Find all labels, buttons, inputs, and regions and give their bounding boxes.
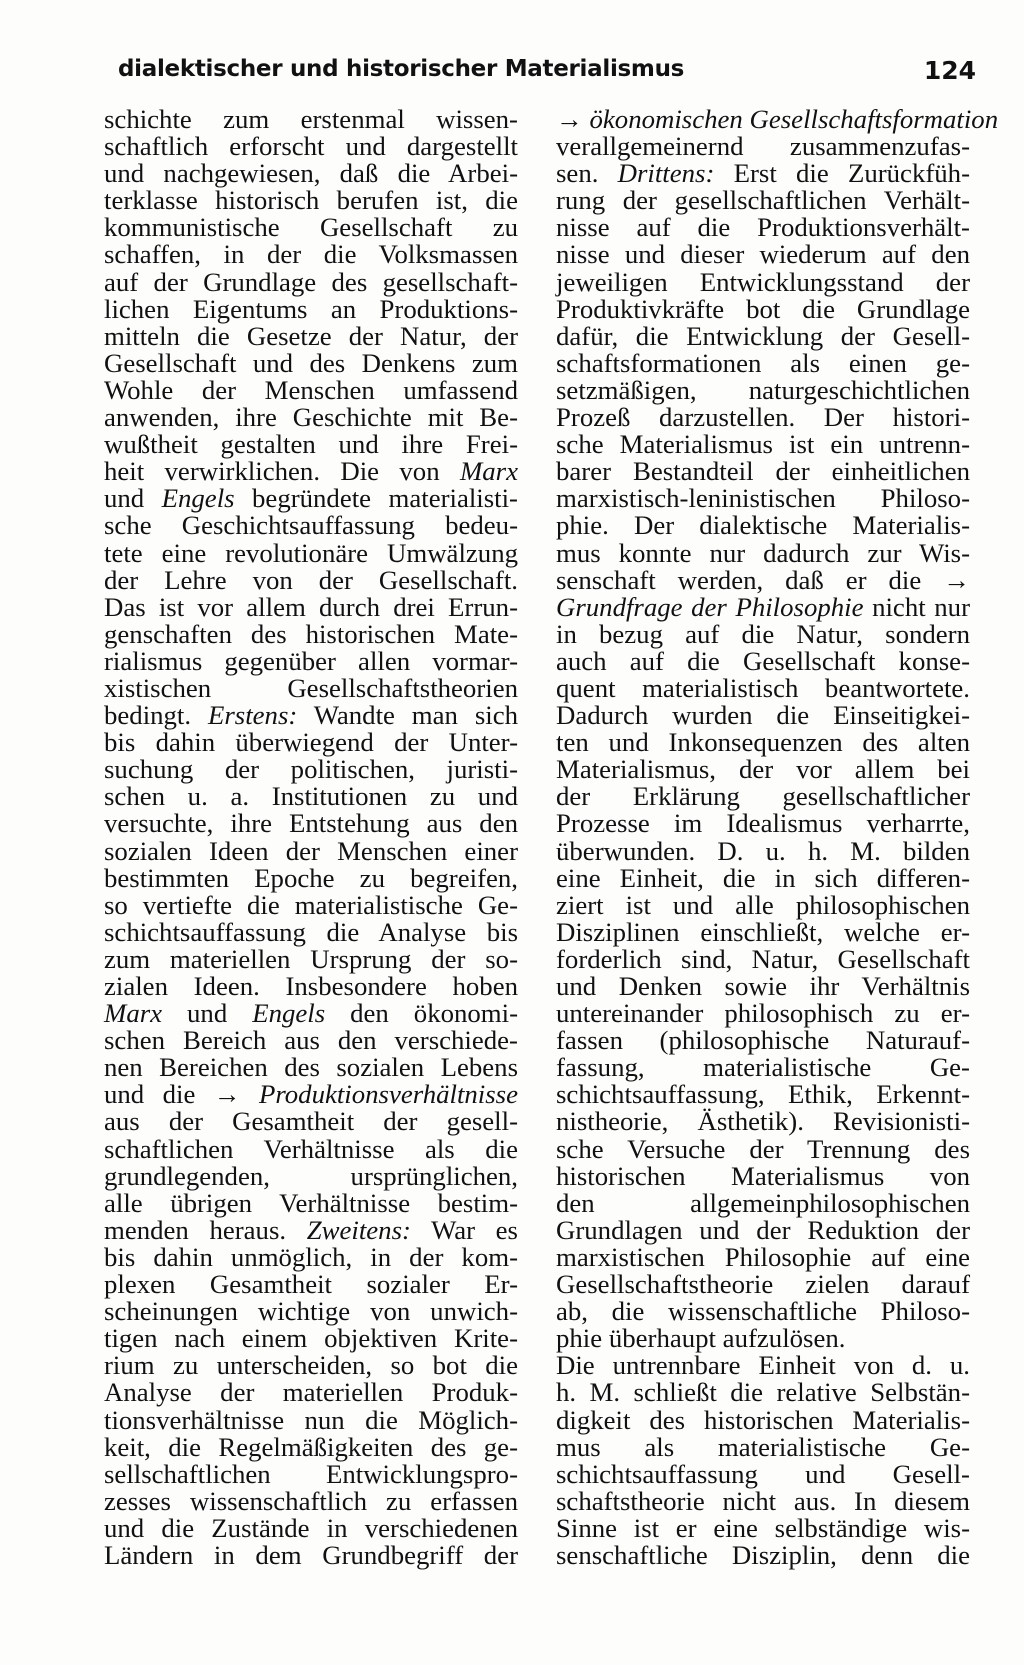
text-line <box>104 1379 518 1406</box>
text-run: setzmäßigen, naturgeschichtlichen <box>556 374 970 405</box>
text-line <box>556 564 970 595</box>
text-line <box>104 160 518 187</box>
text-run: eine Einheit, die in sich differen- <box>556 862 970 893</box>
emphasis-term: Engels <box>161 483 235 514</box>
text-line <box>104 106 518 133</box>
text-run: sozialen Ideen der Menschen einer <box>104 835 518 866</box>
emphasis-term: Zweitens: <box>306 1214 411 1245</box>
text-run: ten und Inkonsequenzen des alten <box>556 727 970 758</box>
text-run: alle übrigen Verhältnisse bestim- <box>104 1187 518 1218</box>
text-line <box>556 1298 970 1325</box>
text-run: auf der Grundlage des gesellschaft- <box>104 266 518 297</box>
text-run: kommunistische Gesellschaft zu <box>104 212 518 243</box>
text-run: schaftlich erforscht und dargestellt <box>104 131 518 162</box>
text-line <box>104 404 518 431</box>
right-text-column <box>556 104 999 1570</box>
text-run: Wohle der Menschen umfassend <box>104 374 518 405</box>
text-run: mitteln die Gesetze der Natur, der <box>104 320 518 351</box>
text-line <box>556 1000 970 1027</box>
text-run: → <box>556 104 590 134</box>
text-line <box>104 133 518 160</box>
text-line <box>556 1241 970 1272</box>
text-line <box>104 810 518 837</box>
text-run: schichtsauffassung, Ethik, Erkennt- <box>556 1079 970 1110</box>
text-line <box>104 1214 518 1245</box>
text-run: rung der gesellschaftlichen Verhält- <box>556 185 970 216</box>
text-run: und <box>162 998 253 1029</box>
emphasis-term: Engels <box>252 998 326 1029</box>
text-run: xistischen Gesellschaftstheorien <box>104 672 518 703</box>
text-run: Produktivkräfte bot die Grundlage <box>556 293 970 324</box>
text-run: auch auf die Gesellschaft konse- <box>556 645 970 676</box>
emphasis-term: Marx <box>104 998 163 1029</box>
text-run: suchung der politischen, juristi- <box>104 754 518 785</box>
text-run: schen Bereich aus den verschiede- <box>104 1025 518 1056</box>
text-run: aus der Gesamtheit der gesell- <box>104 1106 518 1137</box>
text-line <box>556 618 970 649</box>
text-line <box>556 1054 970 1081</box>
text-run: grundlegenden, ursprünglichen, <box>104 1160 518 1191</box>
text-line <box>556 187 970 214</box>
text-line <box>556 214 970 241</box>
text-run: und die Zustände in verschiedenen <box>104 1512 518 1543</box>
text-line <box>104 431 518 458</box>
text-line <box>104 835 518 866</box>
text-line <box>556 729 970 756</box>
text-line <box>104 1271 518 1298</box>
text-run: marxistisch-leninistischen Philoso- <box>556 483 970 514</box>
text-run: marxistischen Philosophie auf eine <box>556 1241 970 1272</box>
text-run: terklasse historisch berufen ist, die <box>104 185 518 216</box>
text-run: tete eine revolutionäre Umwälzung <box>104 537 518 568</box>
text-run: ab, die wissenschaftliche Philoso- <box>556 1296 970 1327</box>
text-line <box>104 973 518 1000</box>
text-line <box>556 404 970 431</box>
text-line <box>556 943 970 974</box>
text-line <box>556 293 970 324</box>
text-run: Erst die Zurückfüh- <box>714 158 970 189</box>
text-run: schichte zum erstenmal wissen- <box>104 104 518 134</box>
text-line <box>104 1081 518 1108</box>
text-run: phie. Der dialektische Materialis- <box>556 510 970 541</box>
text-line <box>556 1108 970 1135</box>
text-line <box>104 1160 518 1191</box>
text-line <box>556 1187 970 1218</box>
text-line <box>556 374 970 405</box>
text-run: schaftlichen Verhältnisse als die <box>104 1133 518 1164</box>
emphasis-term: Drittens: <box>617 158 715 189</box>
text-line <box>556 1160 970 1191</box>
text-run: bis dahin unmöglich, in der kom- <box>104 1241 518 1272</box>
text-run: sen. <box>556 158 618 189</box>
text-run: und nachgewiesen, daß die Arbei- <box>104 158 518 189</box>
text-run: sche Materialismus ist ein untrenn- <box>556 429 970 460</box>
page-number: 124 <box>923 56 976 85</box>
text-line <box>104 702 518 729</box>
text-run: mus konnte nur dadurch zur Wis- <box>556 537 970 568</box>
text-run: rium zu unterscheiden, so bot die <box>104 1350 518 1381</box>
text-line <box>556 133 970 160</box>
text-line <box>104 1404 518 1435</box>
text-run: schichtsauffassung und Gesell- <box>556 1458 970 1489</box>
text-line <box>104 672 518 703</box>
text-run: nen Bereichen des sozialen Lebens <box>104 1052 518 1083</box>
text-line <box>104 485 518 512</box>
text-run: Dadurch wurden die Einseitigkei- <box>556 700 970 731</box>
text-line <box>556 591 970 622</box>
text-line <box>556 672 970 703</box>
text-run: menden heraus. <box>104 1214 307 1245</box>
text-line <box>556 512 970 539</box>
text-run: heit verwirklichen. Die von <box>104 456 460 487</box>
text-run: ziert ist und alle philosophischen <box>556 889 970 920</box>
text-run: nistheorie, Ästhetik). Revisionisti- <box>556 1106 970 1137</box>
text-run: Gesellschaftstheorie zielen darauf <box>556 1269 970 1300</box>
text-run: digkeit des historischen Materialis- <box>556 1404 970 1435</box>
text-line <box>104 214 518 241</box>
text-run: der Lehre von der Gesellschaft. <box>104 564 518 595</box>
text-line <box>556 241 970 268</box>
text-line <box>556 104 999 134</box>
text-run: sche Versuche der Trennung des <box>556 1133 970 1164</box>
text-run: barer Bestandteil der einheitlichen <box>556 456 970 487</box>
text-line <box>104 1027 518 1054</box>
text-run: und die → <box>104 1079 259 1110</box>
text-run: zum materiellen Ursprung der so- <box>104 943 518 974</box>
text-run: nisse auf die Produktionsverhält- <box>556 212 970 243</box>
text-run: Grundlagen und der Reduktion der <box>556 1214 970 1245</box>
text-line <box>104 729 518 756</box>
left-text-column <box>104 106 518 1569</box>
text-run: Ländern in dem Grundbegriff der <box>104 1539 518 1570</box>
running-head: dialektischer und historischer Materialismus <box>118 56 685 82</box>
text-line <box>104 347 518 378</box>
text-run: genschaften des historischen Mate- <box>104 618 518 649</box>
text-run: Materialismus, der vor allem bei <box>556 754 970 785</box>
text-run: fassen (philosophische Naturauf- <box>556 1025 970 1056</box>
text-line <box>556 1485 970 1516</box>
text-run: begründete materialisti- <box>234 483 518 514</box>
text-line <box>104 756 518 783</box>
text-run: fassung, materialistische Ge- <box>556 1052 970 1083</box>
text-run: zialen Ideen. Insbesondere hoben <box>104 971 518 1001</box>
text-line <box>104 1485 518 1516</box>
text-line <box>556 835 970 866</box>
text-run: Die untrennbare Einheit von d. u. <box>556 1350 970 1381</box>
text-run: bedingt. <box>104 700 208 731</box>
text-line <box>104 1431 518 1462</box>
text-run: schen u. a. Institutionen zu und <box>104 781 518 812</box>
text-line <box>104 1054 518 1081</box>
text-run: Analyse der materiellen Produk- <box>104 1377 518 1408</box>
text-run: überwunden. D. u. h. M. bilden <box>556 835 970 866</box>
text-run: versuchte, ihre Entstehung aus den <box>104 808 518 839</box>
text-line <box>556 783 970 810</box>
text-line <box>556 1458 970 1489</box>
text-run: sche Geschichtsauffassung bedeu- <box>104 510 518 541</box>
text-run: forderlich sind, Natur, Gesellschaft <box>556 943 970 974</box>
text-line <box>556 973 970 1000</box>
text-run: Das ist vor allem durch drei Errun- <box>104 591 518 622</box>
text-run: senschaft werden, daß er die → <box>556 564 970 595</box>
text-line <box>556 485 970 512</box>
text-run: Sinne ist er eine selbständige wis- <box>556 1512 970 1543</box>
text-run: phie überhaupt aufzulösen. <box>556 1323 846 1354</box>
text-line <box>104 1133 518 1164</box>
text-line <box>104 1325 518 1352</box>
text-line <box>556 916 970 947</box>
text-line <box>104 241 518 268</box>
text-line <box>556 889 970 920</box>
text-run: und <box>104 483 162 514</box>
text-run: untereinander philosophisch zu er- <box>556 998 970 1029</box>
emphasis-term: Erstens: <box>207 700 298 731</box>
text-line <box>556 862 970 893</box>
text-line <box>556 160 970 187</box>
text-line <box>556 1379 970 1406</box>
text-run: anwenden, ihre Geschichte mit Be- <box>104 402 518 433</box>
text-line <box>104 1241 518 1272</box>
text-run: h. M. schließt die relative Selbstän- <box>556 1377 970 1408</box>
text-line <box>104 645 518 676</box>
text-line <box>104 889 518 920</box>
text-line <box>556 1325 970 1352</box>
text-line <box>556 347 970 378</box>
text-line <box>556 1027 970 1054</box>
text-line <box>556 1539 970 1570</box>
text-line <box>104 1187 518 1218</box>
text-run: den allgemeinphilosophischen <box>556 1187 970 1218</box>
text-line <box>556 1352 970 1379</box>
text-run: jeweiligen Entwicklungsstand der <box>556 266 970 297</box>
text-line <box>104 943 518 974</box>
text-line <box>556 1271 970 1298</box>
text-run: rialismus gegenüber allen vormar- <box>104 645 518 676</box>
text-line <box>104 1108 518 1135</box>
text-line <box>104 1000 518 1027</box>
text-run: dafür, die Entwicklung der Gesell- <box>556 320 970 351</box>
text-line <box>104 1352 518 1379</box>
emphasis-term: Marx <box>459 456 518 487</box>
text-run: senschaftliche Disziplin, denn die <box>556 1539 970 1570</box>
text-line <box>104 374 518 405</box>
text-run: nisse und dieser wiederum auf den <box>556 239 970 270</box>
text-line <box>556 1081 970 1108</box>
text-run: tionsverhältnisse nun die Möglich- <box>104 1404 518 1435</box>
text-run: schaftsformationen als einen ge- <box>556 347 970 378</box>
emphasis-term: Produktionsverhältnisse <box>258 1079 518 1110</box>
text-run: scheinungen wichtige von unwich- <box>104 1296 518 1327</box>
text-line <box>104 862 518 893</box>
text-line <box>104 537 518 568</box>
text-run: schaftstheorie nicht aus. In diesem <box>556 1485 970 1516</box>
text-run: mus als materialistische Ge- <box>556 1431 970 1462</box>
text-line <box>556 320 970 351</box>
text-run: keit, die Regelmäßigkeiten des ge- <box>104 1431 518 1462</box>
text-run: wußtheit gestalten und ihre Frei- <box>104 429 518 460</box>
text-line <box>556 1512 970 1543</box>
text-run: Prozesse im Idealismus verharrte, <box>556 808 970 839</box>
text-line <box>556 537 970 568</box>
text-run: und Denken sowie ihr Verhältnis <box>556 971 970 1001</box>
text-run: so vertiefte die materialistische Ge- <box>104 889 518 920</box>
text-line <box>556 1214 970 1245</box>
text-line <box>556 458 970 485</box>
text-line <box>104 1298 518 1325</box>
text-line <box>556 266 970 297</box>
text-line <box>556 1133 970 1164</box>
text-line <box>104 783 518 810</box>
text-run: historischen Materialismus von <box>556 1160 970 1191</box>
text-line <box>556 645 970 676</box>
text-run: der Erklärung gesellschaftlicher <box>556 781 970 812</box>
text-run: verallgemeinernd zusammenzufas- <box>556 131 970 162</box>
text-line <box>104 187 518 214</box>
text-line <box>556 1404 970 1435</box>
text-run: Prozeß darzustellen. Der histori- <box>556 402 970 433</box>
text-line <box>104 266 518 297</box>
text-run: schaffen, in der die Volksmassen <box>104 239 518 270</box>
text-line <box>556 1431 970 1462</box>
text-line <box>104 320 518 351</box>
text-line <box>104 564 518 595</box>
text-run: sellschaftlichen Entwicklungspro- <box>104 1458 518 1489</box>
text-run: den ökonomi- <box>325 998 518 1029</box>
text-run: bestimmten Epoche zu begreifen, <box>104 862 518 893</box>
text-line <box>104 512 518 539</box>
text-run: tigen nach einem objektiven Krite- <box>104 1323 518 1354</box>
text-line <box>104 618 518 649</box>
text-run: lichen Eigentums an Produktions- <box>104 293 518 324</box>
text-line <box>104 458 518 485</box>
text-run: schichtsauffassung die Analyse bis <box>104 916 518 947</box>
text-run: bis dahin überwiegend der Unter- <box>104 727 518 758</box>
text-run: zesses wissenschaftlich zu erfassen <box>104 1485 518 1516</box>
text-run: Gesellschaft und des Denkens zum <box>104 347 518 378</box>
text-line <box>556 702 970 729</box>
text-run: plexen Gesamtheit sozialer Er- <box>104 1269 518 1300</box>
text-line <box>104 1539 518 1570</box>
text-run: quent materialistisch beantwortete. <box>556 672 970 703</box>
emphasis-term: ökonomischen Gesellschaftsformation <box>589 104 999 134</box>
text-run: Wandte man sich <box>297 700 519 731</box>
text-run: in bezug auf die Natur, sondern <box>556 618 970 649</box>
text-line <box>556 756 970 783</box>
text-run: nicht nur <box>863 591 970 622</box>
text-run: War es <box>410 1214 518 1245</box>
text-run: Disziplinen einschließt, welche er- <box>556 916 970 947</box>
text-line <box>556 431 970 458</box>
text-line <box>104 293 518 324</box>
text-line <box>104 1458 518 1489</box>
text-line <box>104 916 518 947</box>
text-line <box>104 1512 518 1543</box>
text-line <box>556 810 970 837</box>
text-line <box>104 591 518 622</box>
emphasis-term: Grundfrage der Philosophie <box>556 591 864 622</box>
